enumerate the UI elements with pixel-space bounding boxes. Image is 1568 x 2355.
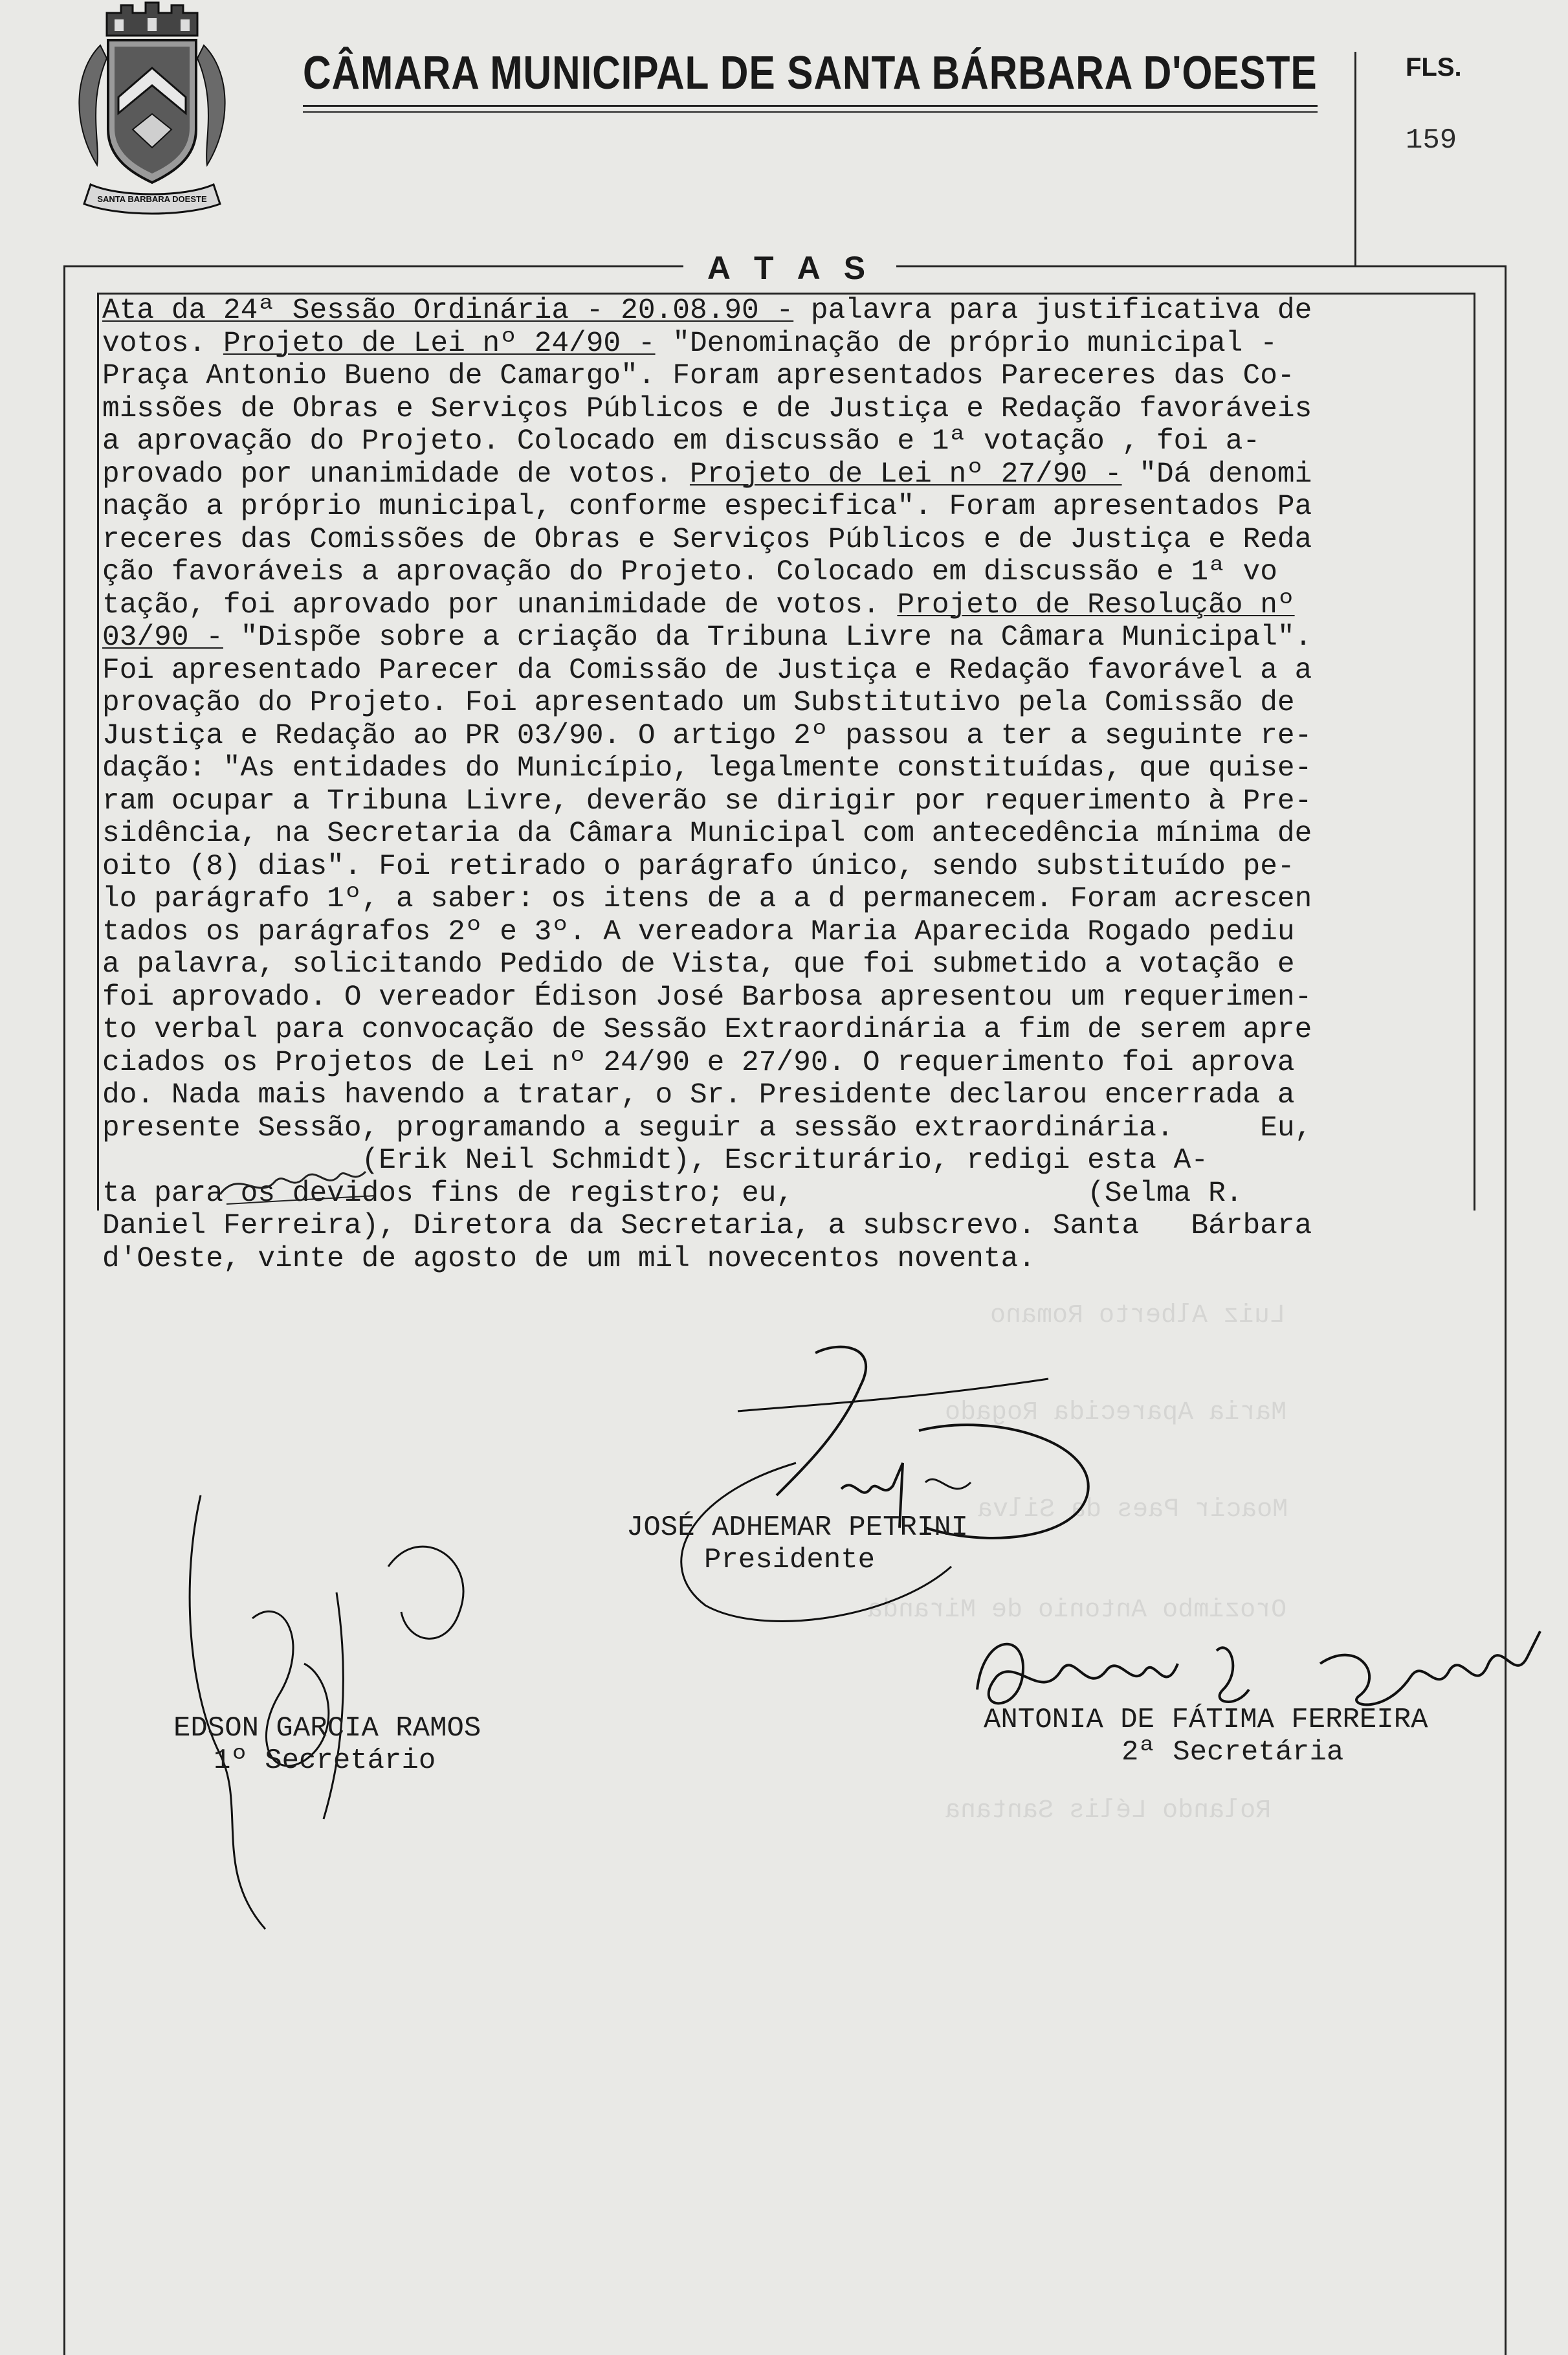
minutes-line: Praça Antonio Bueno de Camargo". Foram apresentados Pareceres das Co- bbox=[102, 360, 1295, 392]
minutes-line: Ata da 24ª Sessão Ordinária - 20.08.90 - palavra para justificativa de bbox=[102, 295, 1312, 327]
minutes-line: lo parágrafo 1º, a saber: os itens de a a d permanecem. Foram acrescen bbox=[102, 883, 1312, 915]
minutes-line: foi aprovado. O vereador Édison José Barbosa apresentou um requerimen- bbox=[102, 981, 1312, 1014]
municipal-crest-icon bbox=[61, 0, 243, 217]
frame-top-right bbox=[896, 265, 1505, 267]
minutes-line: receres das Comissões de Obras e Serviços Públicos e de Justiça e Reda bbox=[102, 523, 1312, 556]
folio-label: FLS. bbox=[1406, 53, 1462, 82]
folio-divider bbox=[1354, 52, 1356, 265]
minutes-line: tados os parágrafos 2º e 3º. A vereadora Maria Aparecida Rogado pediu bbox=[102, 915, 1295, 948]
minutes-line: missões de Obras e Serviços Públicos e de Justiça e Redação favoráveis bbox=[102, 392, 1312, 425]
first-secretary-role: 1º Secretário bbox=[214, 1745, 436, 1777]
minutes-line: Daniel Ferreira), Diretora da Secretaria, a subscrevo. Santa Bárbara bbox=[102, 1210, 1312, 1242]
section-title: A T A S bbox=[707, 250, 874, 286]
minutes-line: provado por unanimidade de votos. Projeto de Lei nº 27/90 - "Dá denomi bbox=[102, 458, 1312, 491]
frame-left bbox=[63, 265, 65, 2355]
minutes-line: dação: "As entidades do Município, legalmente constituídas, que quise- bbox=[102, 752, 1312, 785]
minutes-line: ção favoráveis a aprovação do Projeto. Colocado em discussão e 1ª vo bbox=[102, 556, 1277, 588]
minutes-line: presente Sessão, programando a seguir a sessão extraordinária. Eu, bbox=[102, 1111, 1312, 1144]
minutes-line: to verbal para convocação de Sessão Extraordinária a fim de serem apre bbox=[102, 1014, 1312, 1046]
minutes-line: a aprovação do Projeto. Colocado em discussão e 1ª votação , foi a- bbox=[102, 425, 1261, 458]
president-name: JOSÉ ADHEMAR PETRINI bbox=[626, 1512, 969, 1544]
minutes-line: Foi apresentado Parecer da Comissão de Justiça e Redação favorável a a bbox=[102, 654, 1312, 687]
minutes-line: tação, foi aprovado por unanimidade de votos. Projeto de Resolução nº bbox=[102, 588, 1295, 621]
minutes-line: ram ocupar a Tribuna Livre, deverão se dirigir por requerimento à Pre- bbox=[102, 785, 1312, 818]
crest-motto: SANTA BARBARA DOESTE bbox=[97, 194, 207, 204]
minutes-line: do. Nada mais havendo a tratar, o Sr. Presidente declarou encerrada a bbox=[102, 1079, 1295, 1111]
minutes-line: votos. Projeto de Lei nº 24/90 - "Denominação de próprio municipal - bbox=[102, 327, 1277, 360]
president-signature-icon bbox=[647, 1334, 1113, 1638]
minutes-line: sidência, na Secretaria da Câmara Municipal com antecedência mínima de bbox=[102, 818, 1312, 850]
minutes-line: nação a próprio municipal, conforme especifica". Foram apresentados Pa bbox=[102, 491, 1312, 523]
minutes-line: (Erik Neil Schmidt), Escriturário, redigi esta A- bbox=[102, 1144, 1209, 1177]
minutes-line: provação do Projeto. Foi apresentado um Substitutivo pela Comissão de bbox=[102, 687, 1295, 719]
bleed-through-name: Rolando Lélis Santana bbox=[945, 1796, 1272, 1825]
bleed-through-name: Luiz Alberto Romano bbox=[990, 1301, 1286, 1330]
minutes-line: 03/90 - "Dispõe sobre a criação da Tribuna Livre na Câmara Municipal". bbox=[102, 621, 1312, 654]
letterhead-rule bbox=[303, 105, 1318, 113]
clerk-signature-icon bbox=[214, 1155, 382, 1214]
folio-number: 159 bbox=[1406, 124, 1457, 157]
minutes-text bbox=[102, 295, 1474, 1275]
first-secretary-signature-icon bbox=[175, 1482, 511, 1936]
second-secretary-role: 2ª Secretária bbox=[1121, 1736, 1344, 1769]
first-secretary-name: EDSON GARCIA RAMOS bbox=[173, 1712, 481, 1745]
president-role: Presidente bbox=[704, 1544, 876, 1576]
minutes-line: d'Oeste, vinte de agosto de um mil novecentos noventa. bbox=[102, 1242, 1036, 1275]
bleed-through-name: Orozimbo Antonio de Miranda bbox=[867, 1596, 1287, 1625]
minutes-line: ta para os devidos fins de registro; eu, (Selma R. bbox=[102, 1177, 1243, 1210]
frame-top-left bbox=[63, 265, 683, 267]
minutes-line: ciados os Projetos de Lei nº 24/90 e 27/90. O requerimento foi aprova bbox=[102, 1046, 1295, 1079]
frame-right bbox=[1505, 265, 1507, 2355]
second-secretary-name: ANTONIA DE FÁTIMA FERREIRA bbox=[984, 1704, 1428, 1736]
minutes-line: Justiça e Redação ao PR 03/90. O artigo 2º passou a ter a seguinte re- bbox=[102, 719, 1312, 752]
chamber-name: CÂMARA MUNICIPAL DE SANTA BÁRBARA D'OESTE bbox=[303, 47, 1318, 99]
bleed-through-name: Moacir Paes da Silva bbox=[977, 1495, 1288, 1524]
bleed-through-name: Maria Aparecida Rogado bbox=[945, 1398, 1287, 1427]
minutes-line: a palavra, solicitando Pedido de Vista, que foi submetido a votação e bbox=[102, 948, 1295, 981]
minutes-line: oito (8) dias". Foi retirado o parágrafo único, sendo substituído pe- bbox=[102, 850, 1295, 883]
